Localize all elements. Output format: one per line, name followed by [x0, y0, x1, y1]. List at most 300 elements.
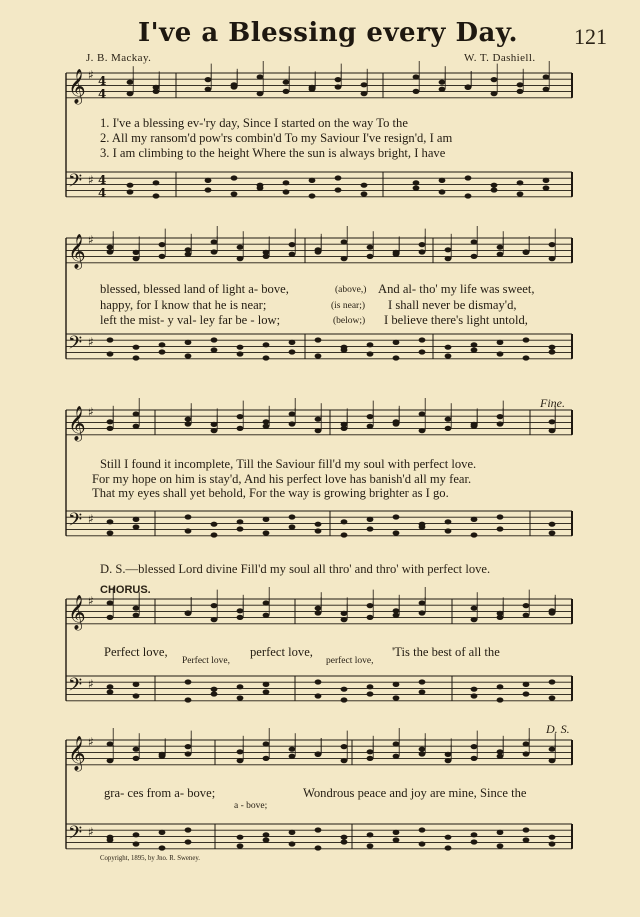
- copyright-notice: Copyright, 1895, by Jno. R. Sweney.: [100, 855, 201, 862]
- note-head: [445, 758, 452, 763]
- note-head: [549, 428, 556, 433]
- note-head: [497, 526, 504, 531]
- note-head: [367, 342, 374, 347]
- note-head: [419, 249, 426, 254]
- key-signature-sharp: ♯: [88, 405, 94, 419]
- note-head: [361, 191, 368, 196]
- note-head: [491, 91, 498, 96]
- note-head: [497, 414, 504, 419]
- note-head: [315, 428, 322, 433]
- treble-clef: 𝄞: [68, 736, 86, 771]
- note-head: [185, 827, 192, 832]
- verse-1-line-1: 1. I've a blessing ev-'ry day, Since I started on the way To the: [100, 116, 408, 130]
- note-head: [439, 178, 446, 183]
- note-head: [237, 608, 244, 613]
- chorus-lyric-1: Perfect love,: [104, 645, 168, 659]
- note-head: [289, 252, 296, 257]
- note-head: [367, 245, 374, 250]
- note-head: [517, 82, 524, 87]
- verse-1-line-3: Still I found it incomplete, Till the Saviour fill'd my soul with perfect love.: [100, 457, 477, 471]
- note-head: [491, 183, 498, 188]
- note-head: [445, 519, 452, 524]
- note-head: [393, 830, 400, 835]
- note-head: [419, 827, 426, 832]
- note-head: [523, 603, 530, 608]
- note-head: [419, 679, 426, 684]
- note-head: [341, 426, 348, 431]
- note-head: [315, 522, 322, 527]
- note-head: [341, 835, 348, 840]
- note-head: [445, 256, 452, 261]
- key-signature-sharp: ♯: [88, 735, 94, 749]
- note-head: [185, 697, 192, 702]
- note-head: [107, 351, 114, 356]
- note-head: [471, 517, 478, 522]
- note-head: [283, 89, 290, 94]
- note-head: [289, 421, 296, 426]
- note-head: [471, 756, 478, 761]
- note-head: [491, 77, 498, 82]
- note-head: [237, 615, 244, 620]
- note-head: [159, 754, 166, 759]
- note-head: [471, 617, 478, 622]
- note-head: [185, 421, 192, 426]
- page-number: 121: [574, 24, 607, 49]
- note-head: [361, 183, 368, 188]
- chorus-lyric-5: Wondrous peace and joy are mine, Since the: [303, 786, 527, 800]
- note-head: [107, 530, 114, 535]
- note-head: [445, 752, 452, 757]
- note-head: [159, 242, 166, 247]
- note-head: [523, 337, 530, 342]
- note-head: [367, 603, 374, 608]
- note-head: [127, 80, 134, 85]
- note-head: [133, 606, 140, 611]
- note-head: [497, 843, 504, 848]
- bass-clef: 𝄢: [68, 333, 83, 358]
- chorus-lyric-2: perfect love,: [250, 645, 313, 659]
- note-head: [127, 91, 134, 96]
- note-head: [549, 419, 556, 424]
- note-head: [263, 613, 270, 618]
- note-head: [335, 175, 342, 180]
- note-head: [367, 414, 374, 419]
- note-head: [107, 615, 114, 620]
- chorus-label: CHORUS.: [100, 584, 151, 596]
- note-head: [419, 411, 426, 416]
- note-head: [497, 684, 504, 689]
- note-head: [367, 832, 374, 837]
- note-head: [263, 837, 270, 842]
- note-head: [107, 426, 114, 431]
- note-head: [523, 741, 530, 746]
- note-head: [231, 175, 238, 180]
- note-head: [543, 74, 550, 79]
- note-head: [289, 411, 296, 416]
- note-head: [445, 426, 452, 431]
- key-signature-sharp: ♯: [88, 233, 94, 247]
- note-head: [471, 693, 478, 698]
- note-head: [289, 340, 296, 345]
- treble-clef: 𝄞: [68, 406, 86, 441]
- note-head: [445, 835, 452, 840]
- note-head: [107, 600, 114, 605]
- note-head: [211, 337, 218, 342]
- chorus-echo-2: perfect love,: [326, 656, 374, 666]
- verse-3-echo: (below;): [333, 316, 366, 326]
- note-head: [523, 682, 530, 687]
- note-head: [263, 741, 270, 746]
- note-head: [263, 682, 270, 687]
- note-head: [237, 519, 244, 524]
- note-head: [289, 514, 296, 519]
- note-head: [315, 679, 322, 684]
- note-head: [211, 239, 218, 244]
- note-head: [497, 421, 504, 426]
- note-head: [133, 693, 140, 698]
- fine-marking: Fine.: [540, 396, 565, 410]
- note-head: [315, 337, 322, 342]
- note-head: [289, 349, 296, 354]
- note-head: [419, 524, 426, 529]
- note-head: [543, 185, 550, 190]
- note-head: [315, 417, 322, 422]
- note-head: [231, 191, 238, 196]
- note-head: [439, 87, 446, 92]
- note-head: [283, 180, 290, 185]
- note-head: [341, 697, 348, 702]
- note-head: [341, 687, 348, 692]
- hymn-title: I've a Blessing every Day.: [138, 18, 519, 48]
- note-head: [237, 684, 244, 689]
- note-head: [133, 613, 140, 618]
- lyricist-credit: J. B. Mackay.: [86, 52, 152, 64]
- note-head: [471, 254, 478, 259]
- key-signature-sharp: ♯: [88, 825, 94, 839]
- note-head: [471, 832, 478, 837]
- note-head: [133, 517, 140, 522]
- note-head: [211, 617, 218, 622]
- note-head: [549, 345, 556, 350]
- note-head: [517, 191, 524, 196]
- note-head: [419, 751, 426, 756]
- key-signature-sharp: ♯: [88, 335, 94, 349]
- note-head: [393, 421, 400, 426]
- note-head: [205, 187, 212, 192]
- note-head: [153, 89, 160, 94]
- note-head: [263, 355, 270, 360]
- note-head: [341, 532, 348, 537]
- note-head: [523, 827, 530, 832]
- note-head: [419, 600, 426, 605]
- note-head: [289, 841, 296, 846]
- note-head: [133, 424, 140, 429]
- note-head: [367, 615, 374, 620]
- verse-2-line-2a: happy, for I know that he is near;: [100, 298, 267, 312]
- note-head: [393, 355, 400, 360]
- note-head: [315, 610, 322, 615]
- note-head: [419, 349, 426, 354]
- note-head: [185, 751, 192, 756]
- note-head: [413, 74, 420, 79]
- note-head: [393, 754, 400, 759]
- note-head: [549, 522, 556, 527]
- note-head: [127, 183, 134, 188]
- note-head: [549, 835, 556, 840]
- note-head: [263, 342, 270, 347]
- note-head: [159, 349, 166, 354]
- verse-2-line-1: 2. All my ransom'd pow'rs combin'd To my Saviour I've resign'd, I am: [100, 131, 453, 145]
- note-head: [211, 522, 218, 527]
- note-head: [465, 193, 472, 198]
- note-head: [133, 250, 140, 255]
- note-head: [185, 679, 192, 684]
- chorus-echo-1: Perfect love,: [182, 656, 231, 666]
- note-head: [205, 178, 212, 183]
- note-head: [419, 841, 426, 846]
- note-head: [153, 193, 160, 198]
- note-head: [237, 426, 244, 431]
- note-head: [445, 247, 452, 252]
- note-head: [335, 77, 342, 82]
- note-head: [497, 340, 504, 345]
- note-head: [257, 185, 264, 190]
- note-head: [237, 351, 244, 356]
- key-signature-sharp: ♯: [88, 512, 94, 526]
- note-head: [263, 756, 270, 761]
- chorus-echo-3: a - bove;: [234, 801, 268, 811]
- treble-clef: 𝄞: [68, 595, 86, 630]
- note-head: [185, 839, 192, 844]
- note-head: [315, 353, 322, 358]
- note-head: [341, 744, 348, 749]
- note-head: [393, 837, 400, 842]
- note-head: [549, 349, 556, 354]
- note-head: [133, 256, 140, 261]
- note-head: [341, 519, 348, 524]
- note-head: [211, 687, 218, 692]
- verse-2-line-3: For my hope on him is stay'd, And his perfect love has banish'd all my fear.: [92, 472, 472, 486]
- note-head: [133, 524, 140, 529]
- note-head: [367, 843, 374, 848]
- note-head: [211, 532, 218, 537]
- note-head: [471, 687, 478, 692]
- note-head: [159, 845, 166, 850]
- verse-2-echo: (is near;): [331, 301, 366, 311]
- time-signature: 4: [98, 87, 107, 101]
- note-head: [361, 82, 368, 87]
- note-head: [549, 610, 556, 615]
- note-head: [367, 691, 374, 696]
- note-head: [549, 530, 556, 535]
- note-head: [257, 74, 264, 79]
- note-head: [543, 178, 550, 183]
- note-head: [315, 606, 322, 611]
- note-head: [497, 754, 504, 759]
- note-head: [445, 845, 452, 850]
- note-head: [523, 691, 530, 696]
- note-head: [315, 751, 322, 756]
- note-head: [413, 89, 420, 94]
- note-head: [517, 89, 524, 94]
- note-head: [237, 835, 244, 840]
- note-head: [133, 682, 140, 687]
- note-head: [153, 180, 160, 185]
- note-head: [127, 189, 134, 194]
- note-head: [367, 756, 374, 761]
- note-head: [283, 80, 290, 85]
- note-head: [471, 347, 478, 352]
- note-head: [133, 355, 140, 360]
- note-head: [341, 617, 348, 622]
- note-head: [107, 419, 114, 424]
- note-head: [419, 337, 426, 342]
- verse-3-line-1: 3. I am climbing to the height Where the sun is always bright, I have: [100, 146, 446, 160]
- bass-clef: 𝄢: [68, 510, 83, 535]
- note-head: [549, 747, 556, 752]
- note-head: [471, 839, 478, 844]
- note-head: [367, 351, 374, 356]
- note-head: [367, 517, 374, 522]
- note-head: [237, 345, 244, 350]
- note-head: [107, 741, 114, 746]
- treble-clef: 𝄞: [68, 69, 86, 104]
- note-head: [263, 424, 270, 429]
- note-head: [439, 189, 446, 194]
- note-head: [419, 610, 426, 615]
- note-head: [107, 689, 114, 694]
- note-head: [445, 528, 452, 533]
- note-head: [283, 189, 290, 194]
- note-head: [361, 91, 368, 96]
- note-head: [289, 754, 296, 759]
- note-head: [185, 528, 192, 533]
- note-head: [549, 242, 556, 247]
- note-head: [419, 689, 426, 694]
- note-head: [413, 180, 420, 185]
- note-head: [315, 845, 322, 850]
- dal-segno-line: D. S.—blessed Lord divine Fill'd my soul all thro' and thro' with perfect love.: [100, 562, 491, 576]
- note-head: [237, 256, 244, 261]
- note-head: [393, 613, 400, 618]
- note-head: [107, 249, 114, 254]
- verse-3-line-2b: I believe there's light untold,: [384, 313, 528, 327]
- note-head: [549, 695, 556, 700]
- note-head: [315, 249, 322, 254]
- bass-clef: 𝄢: [68, 823, 83, 848]
- key-signature-sharp: ♯: [88, 173, 94, 187]
- note-head: [185, 610, 192, 615]
- note-head: [491, 187, 498, 192]
- note-head: [335, 84, 342, 89]
- note-head: [497, 252, 504, 257]
- note-head: [465, 175, 472, 180]
- note-head: [211, 691, 218, 696]
- note-head: [419, 242, 426, 247]
- note-head: [419, 428, 426, 433]
- note-head: [237, 695, 244, 700]
- note-head: [133, 411, 140, 416]
- bass-clef: 𝄢: [68, 675, 83, 700]
- bass-clef: 𝄢: [68, 171, 83, 196]
- note-head: [185, 340, 192, 345]
- note-head: [471, 532, 478, 537]
- note-head: [341, 256, 348, 261]
- note-head: [205, 87, 212, 92]
- note-head: [231, 84, 238, 89]
- note-head: [237, 749, 244, 754]
- note-head: [315, 827, 322, 832]
- note-head: [107, 519, 114, 524]
- note-head: [523, 249, 530, 254]
- note-head: [367, 424, 374, 429]
- note-head: [471, 239, 478, 244]
- note-head: [205, 77, 212, 82]
- note-head: [107, 337, 114, 342]
- note-head: [497, 245, 504, 250]
- note-head: [367, 684, 374, 689]
- note-head: [367, 254, 374, 259]
- note-head: [497, 514, 504, 519]
- note-head: [471, 744, 478, 749]
- note-head: [497, 615, 504, 620]
- note-head: [549, 256, 556, 261]
- note-head: [471, 606, 478, 611]
- note-head: [107, 758, 114, 763]
- note-head: [133, 832, 140, 837]
- verse-2-line-2b: I shall never be dismay'd,: [388, 298, 517, 312]
- note-head: [237, 843, 244, 848]
- note-head: [289, 242, 296, 247]
- note-head: [393, 340, 400, 345]
- note-head: [185, 744, 192, 749]
- note-head: [211, 603, 218, 608]
- note-head: [159, 342, 166, 347]
- note-head: [523, 613, 530, 618]
- note-head: [549, 758, 556, 763]
- note-head: [211, 422, 218, 427]
- note-head: [341, 239, 348, 244]
- note-head: [289, 747, 296, 752]
- note-head: [211, 347, 218, 352]
- verse-3-line-3: That my eyes shall yet behold, For the way is growing brighter as I go.: [92, 486, 449, 500]
- note-head: [523, 355, 530, 360]
- composer-credit: W. T. Dashiell.: [464, 52, 536, 64]
- time-signature: 4: [98, 173, 107, 187]
- note-head: [263, 689, 270, 694]
- note-head: [549, 679, 556, 684]
- note-head: [367, 526, 374, 531]
- note-head: [393, 252, 400, 257]
- note-head: [289, 524, 296, 529]
- note-head: [315, 693, 322, 698]
- note-head: [263, 832, 270, 837]
- note-head: [393, 682, 400, 687]
- verse-3-line-2a: left the mist- y val- ley far be - low;: [100, 313, 281, 327]
- time-signature: 4: [98, 74, 107, 88]
- note-head: [263, 517, 270, 522]
- verse-1-line-2a: blessed, blessed land of light a- bove,: [100, 282, 289, 296]
- note-head: [133, 756, 140, 761]
- note-head: [341, 611, 348, 616]
- key-signature-sharp: ♯: [88, 594, 94, 608]
- note-head: [471, 342, 478, 347]
- note-head: [237, 758, 244, 763]
- note-head: [549, 841, 556, 846]
- note-head: [159, 254, 166, 259]
- note-head: [309, 87, 316, 92]
- note-head: [309, 178, 316, 183]
